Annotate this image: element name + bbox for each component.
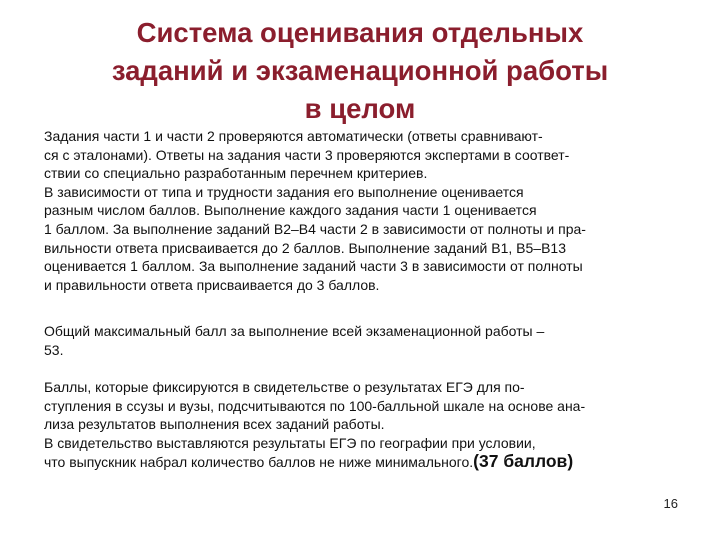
- title-line: в целом: [304, 93, 416, 124]
- final-sentence: что выпускник набрал количество баллов не ниже минимального.: [44, 454, 474, 471]
- paragraph-certificate: [44, 378, 684, 472]
- text-line: оценивается 1 баллом. За выполнение заданий части 3 в зависимости от полноты: [44, 258, 583, 275]
- text-line-final: [44, 452, 684, 472]
- text-line: и правильности ответа присваивается до 3 баллов.: [44, 276, 380, 293]
- paragraph-scoring-parts: [44, 127, 684, 294]
- text-line: В зависимости от типа и трудности задания его выполнение оценивается: [44, 183, 524, 200]
- title-line: заданий и экзаменационной работы: [111, 55, 609, 86]
- text-line: ся с эталонами). Ответы на задания части 3 проверяются экспертами в соответ-: [44, 146, 570, 163]
- text-line: В свидетельство выставляются результаты ЕГЭ по географии при условии,: [44, 434, 536, 451]
- page-number: 16: [663, 496, 678, 511]
- text-line: Задания части 1 и части 2 проверяются автоматически (ответы сравнивают-: [44, 128, 543, 144]
- paragraph-max-score: [44, 322, 684, 359]
- text-line: 1 баллом. За выполнение заданий В2–В4 части 2 в зависимости от полноты и пра-: [44, 220, 586, 237]
- slide-title: [40, 14, 680, 128]
- text-line: 53.: [44, 341, 64, 358]
- text-line: ствии со специально разработанным перечнем критериев.: [44, 165, 428, 182]
- text-line: вильности ответа присваивается до 2 баллов. Выполнение заданий В1, В5–В13: [44, 239, 566, 256]
- text-line: ступления в ссузы и вузы, подсчитываются по 100-балльной шкале на основе ана-: [44, 397, 586, 414]
- title-line: Система оценивания отдельных: [136, 17, 584, 48]
- minimum-score-highlight: (37 баллов): [473, 451, 574, 472]
- text-line: лиза результатов выполнения всех заданий работы.: [44, 416, 385, 433]
- text-line: разным числом баллов. Выполнение каждого задания части 1 оценивается: [44, 202, 537, 219]
- text-line: Баллы, которые фиксируются в свидетельстве о результатах ЕГЭ для по-: [44, 379, 525, 395]
- text-line: Общий максимальный балл за выполнение всей экзаменационной работы –: [44, 323, 545, 339]
